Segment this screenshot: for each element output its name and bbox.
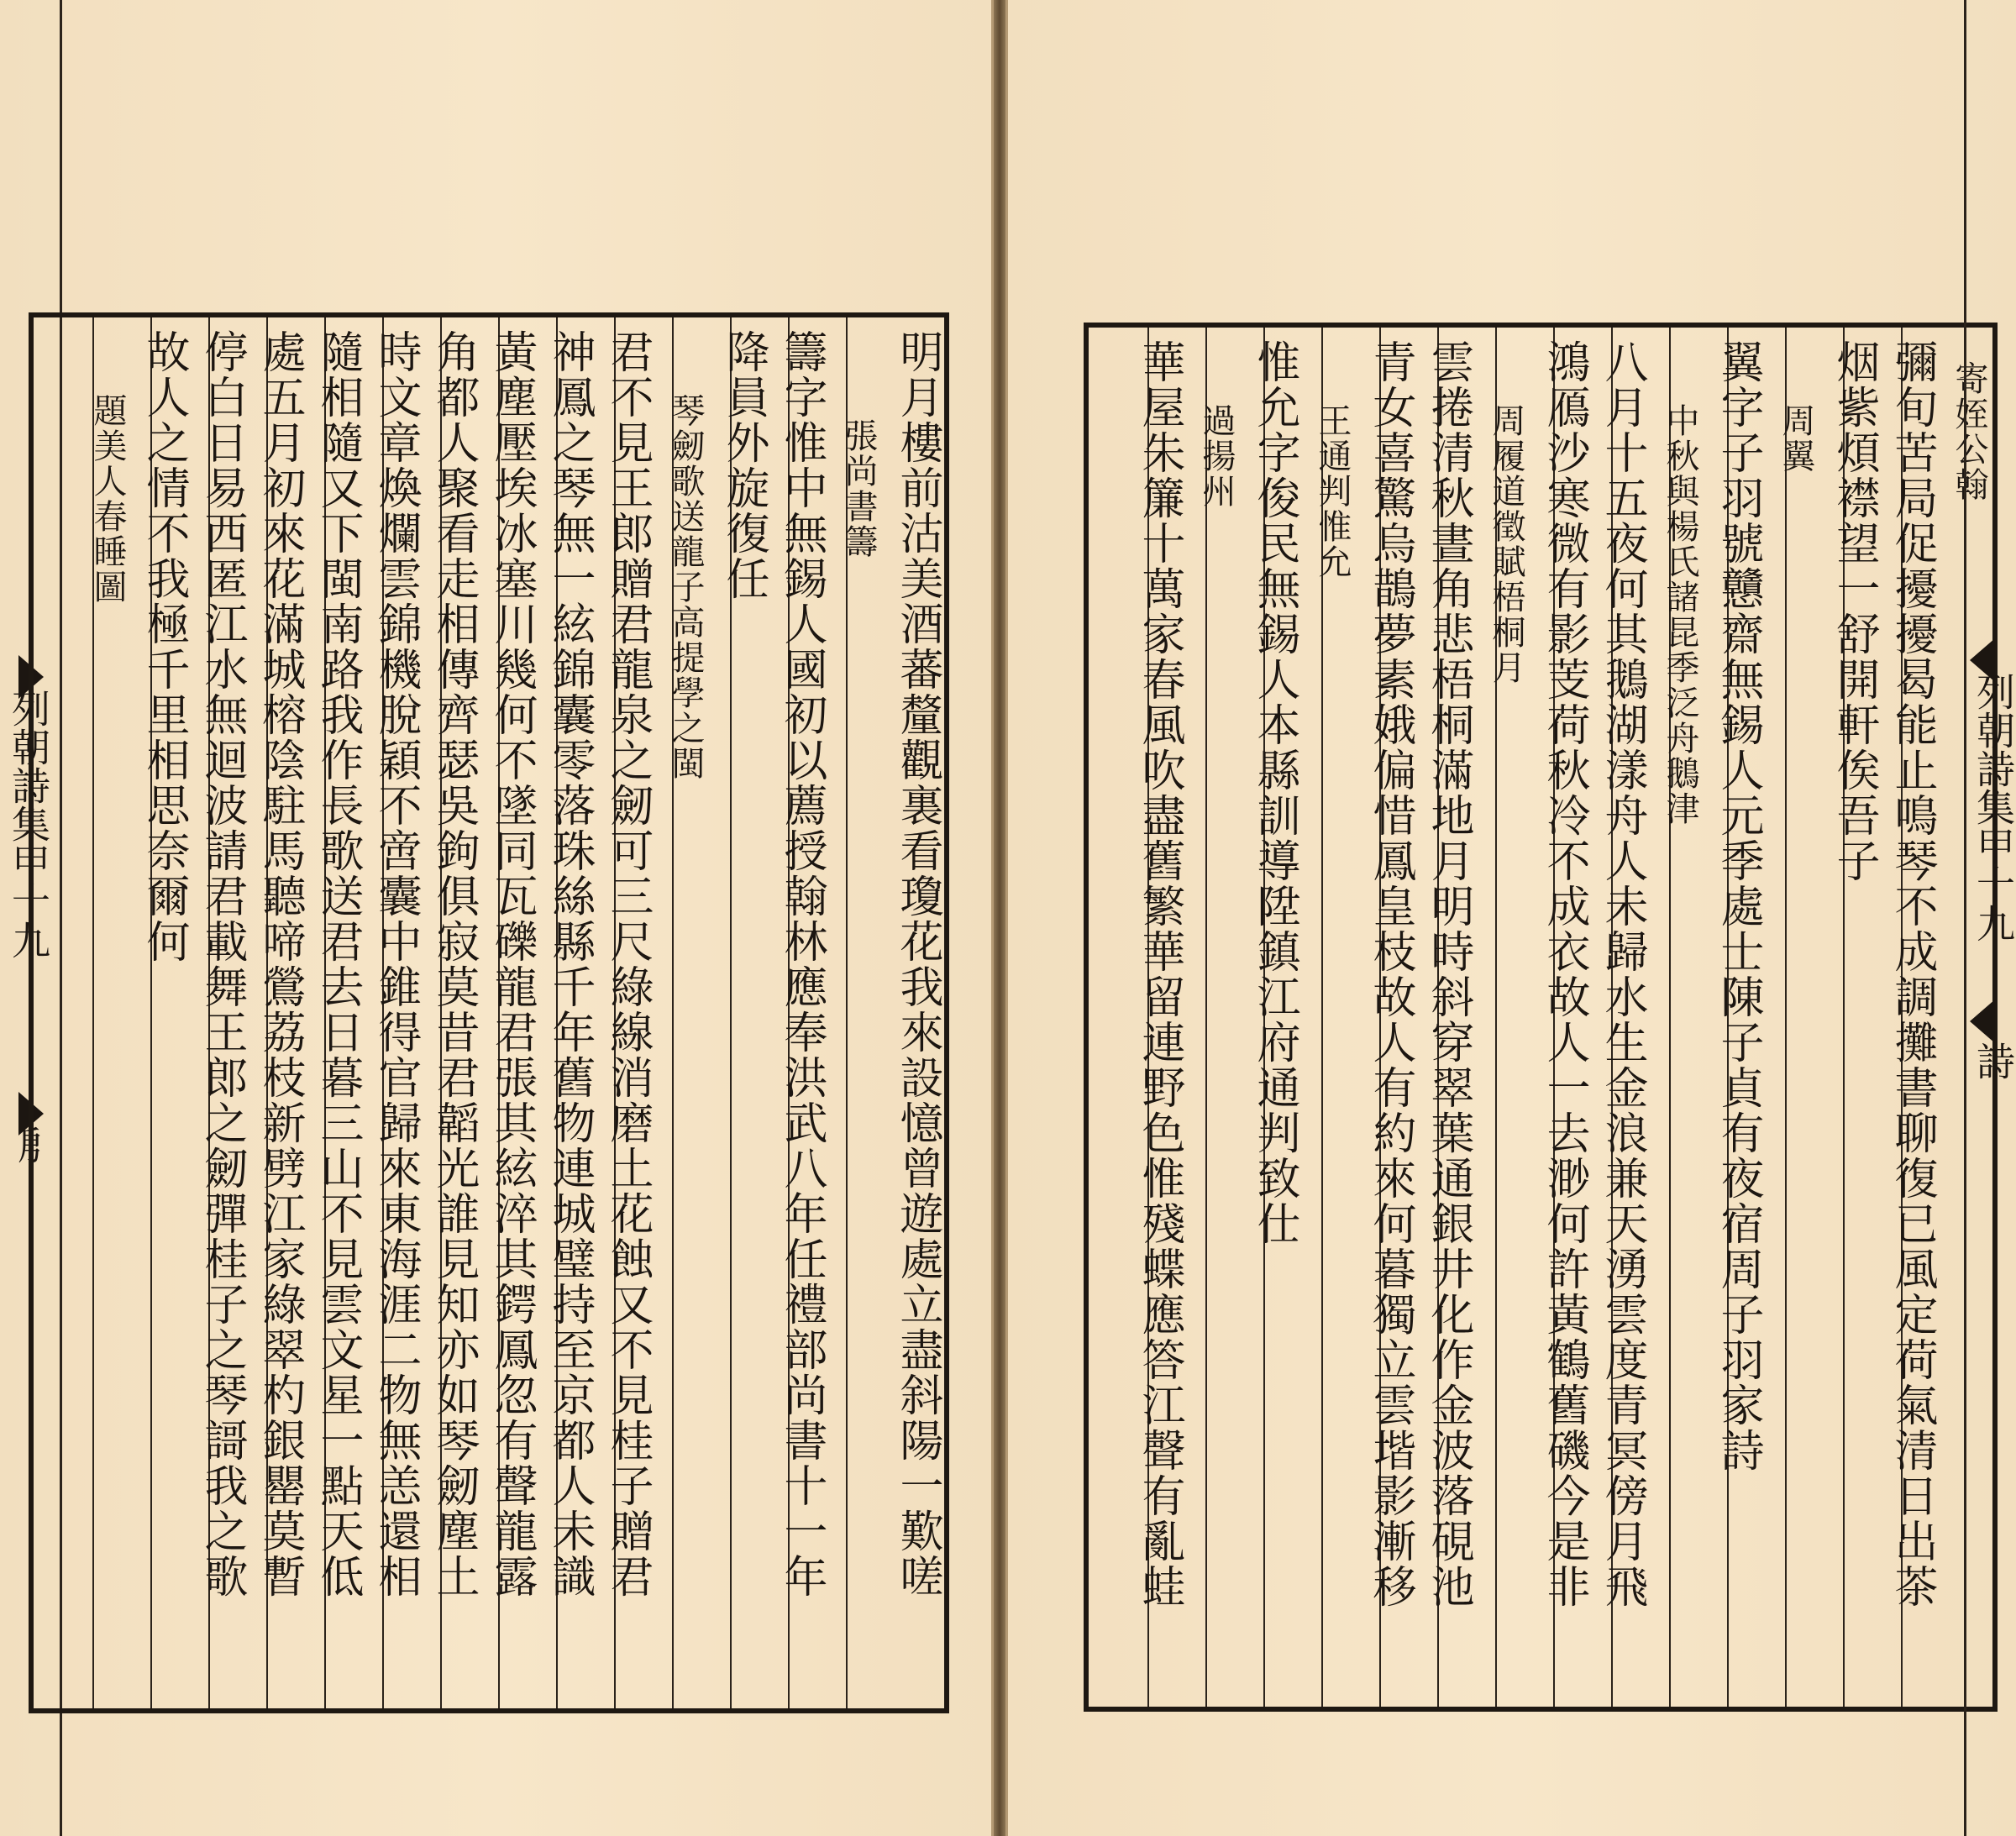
right-banxin-title: 列朝詩集甲十九 — [1971, 672, 2016, 942]
book-gutter — [994, 0, 1005, 1836]
right-page — [1005, 0, 2016, 1836]
text-column: 黃塵壓埃冰塞川幾何不墜同瓦礫龍君張其絃淬其鍔鳳忽有聲龍露 — [486, 329, 537, 1599]
text-column: 時文章煥爛雲錦機脫穎不啻囊中錐得官歸來東海涯二物無恙還相 — [370, 329, 421, 1599]
column-rule — [1785, 328, 1787, 1707]
right-fishtail-lower-mark — [1970, 999, 1995, 1043]
right-fishtail-upper-mark — [1970, 638, 1995, 682]
text-column-heading: 過揚州 — [1197, 403, 1236, 509]
text-column: 君不見王郎贈君龍泉之劒可三尺綠線消磨土花蝕又不見桂子贈君 — [602, 329, 653, 1599]
text-column: 八月十五夜何其鵝湖漾舟人未歸水生金浪兼天湧雲度青冥傍月飛 — [1597, 339, 1647, 1609]
text-column: 籌字惟中無錫人國初以薦授翰林應奉洪武八年任禮部尚書十一年 — [776, 329, 827, 1599]
text-column: 神鳳之琴無一絃錦囊零落珠絲縣千年舊物連城璧持至京都人未識 — [544, 329, 595, 1599]
text-column-heading: 寄姪公翰 — [1950, 361, 1988, 502]
text-column: 故人之情不我極千里相思奈爾何 — [139, 329, 189, 964]
right-text-frame — [1084, 323, 1998, 1712]
text-column: 明月樓前沽美酒蕃釐觀裏看瓊花我來設憶曾遊處立盡斜陽一歎嗟 — [892, 329, 942, 1599]
text-column-heading: 周翼 — [1777, 403, 1815, 474]
text-column: 烟紫煩襟望一舒開軒俟吾子 — [1829, 339, 1879, 884]
left-banxin-title: 列朝詩集甲十九 — [6, 689, 51, 959]
text-column-heading: 周履道徵賦梧桐月 — [1487, 403, 1525, 685]
left-banxin-folio: 㐆 — [6, 1125, 51, 1164]
text-column: 鴻鴈沙寒微有影芰荷秋冷不成衣故人一去渺何許黃鶴舊磯今是非 — [1539, 339, 1589, 1609]
right-banxin-folio: 詩 — [1971, 1041, 2016, 1080]
column-rule — [1205, 328, 1207, 1707]
text-column: 隨相隨又下閩南路我作長歌送君去日暮三山不見雲文星一點天低 — [312, 329, 363, 1599]
text-column: 降員外旋復任 — [718, 329, 769, 601]
text-column: 彌旬苦局促擾擾曷能止鳴琴不成調攤書聊復已風定荷氣清日出茶 — [1887, 339, 1937, 1609]
text-column: 青女喜驚烏鵲夢素娥偏惜鳳皇枝故人有約來何暮獨立雲堦影漸移 — [1365, 339, 1415, 1609]
text-column: 雲捲清秋晝角悲梧桐滿地月明時斜穿翠葉通銀井化作金波落硯池 — [1423, 339, 1473, 1609]
text-column: 翼字子羽號戇齋無錫人元季處士陳子貞有夜宿周子羽家詩 — [1713, 339, 1763, 1473]
text-column-heading: 王通判惟允 — [1313, 403, 1352, 580]
left-page — [0, 0, 994, 1836]
text-column-heading: 中秋與楊氏諸昆季泛舟鵝津 — [1661, 403, 1699, 826]
text-column-heading: 張尚書籌 — [839, 418, 878, 559]
text-column: 惟允字俊民無錫人本縣訓導陞鎮江府通判致仕 — [1249, 339, 1299, 1246]
text-column-heading: 題美人春睡圖 — [88, 393, 127, 605]
left-text-frame — [29, 312, 949, 1713]
text-column: 停白日易西匿江水無迴波請君載舞王郎之劒彈桂子之琴謌我之歌 — [197, 329, 247, 1599]
text-column: 處五月初來花滿城榕陰駐馬聽啼鶯荔枝新劈江家綠翠杓銀罌莫暫 — [255, 329, 305, 1599]
text-column: 華屋朱簾十萬家春風吹盡舊繁華留連野色惟殘蝶應答江聲有亂蛙 — [1134, 339, 1184, 1609]
text-column-heading: 琴劒歌送龍子高提學之閩 — [666, 393, 705, 781]
right-page-margin-strip — [1964, 0, 2016, 1836]
text-column: 角都人聚看走相傳齊瑟吳鉤俱寂莫昔君韜光誰見知亦如琴劒塵土 — [428, 329, 479, 1599]
